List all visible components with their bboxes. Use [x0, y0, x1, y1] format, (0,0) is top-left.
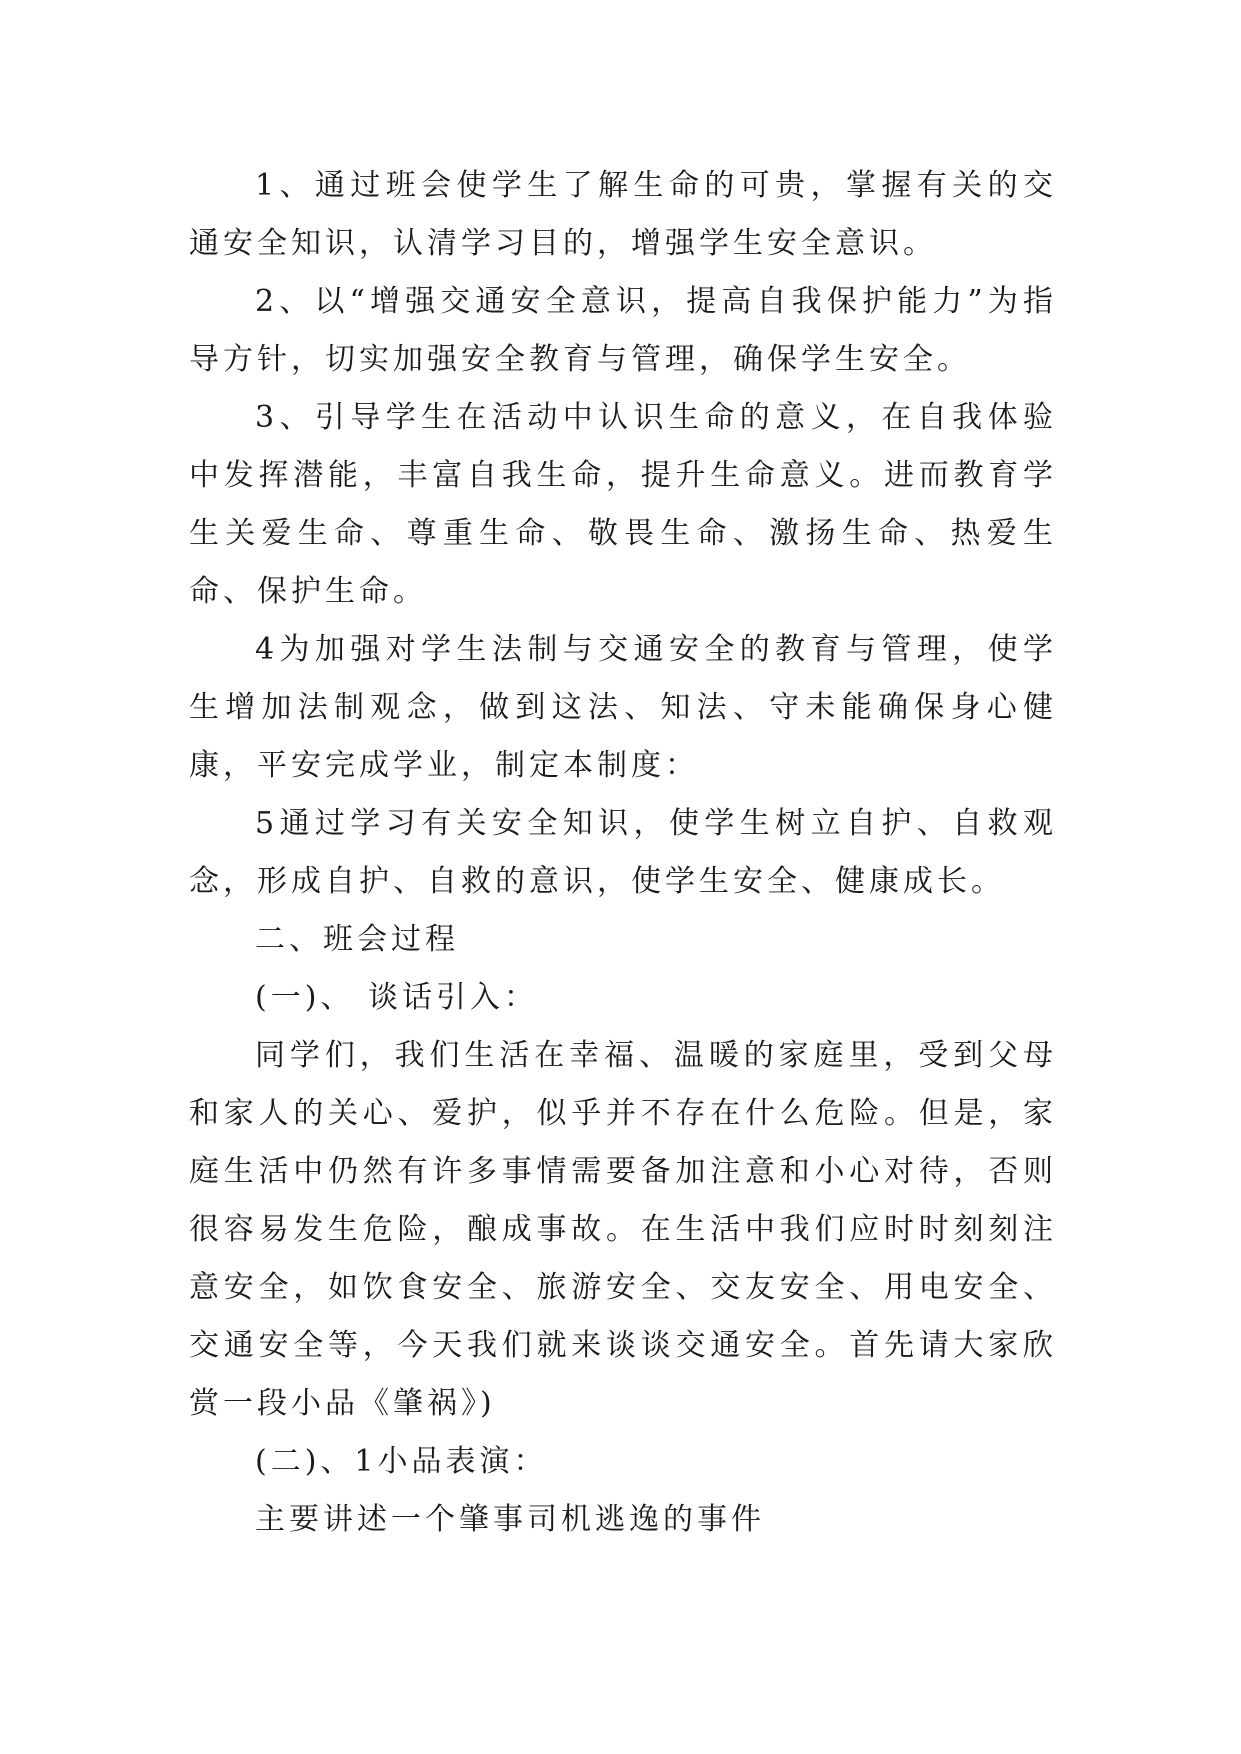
paragraph-goal-2: 2、以“增强交通安全意识，提高自我保护能力”为指导方针，切实加强安全教育与管理，确保学生安全。 — [189, 284, 1057, 377]
subsection-heading-skit: (二)、1小品表演： — [255, 1444, 548, 1479]
paragraph-intro-talk: 同学们，我们生活在幸福、温暖的家庭里，受到父母和家人的关心、爱护，似乎并不存在什么危险。但是，家庭生活中仍然有许多事情需要备加注意和小心对待，否则很容易发生危险，酿成事故。在生活中我们应时时刻刻注意安全，如饮食安全、旅游安全、交友安全、用电安全、交通安全等，今天我们就来谈谈交通安全。首先请大家欣赏一段小品《肇祸》) — [189, 1038, 1057, 1421]
document-body — [189, 157, 1057, 1549]
paragraph-goal-4: 4为加强对学生法制与交通安全的教育与管理，使学生增加法制观念，做到这法、知法、守未能确保身心健康，平安完成学业，制定本制度： — [189, 632, 1057, 783]
paragraph-goal-5: 5通过学习有关安全知识，使学生树立自护、自救观念，形成自护、自救的意识，使学生安全、健康成长。 — [189, 806, 1057, 899]
paragraph-goal-1: 1、通过班会使学生了解生命的可贵，掌握有关的交通安全知识，认清学习目的，增强学生安全意识。 — [189, 168, 1057, 261]
paragraph-goal-3: 3、引导学生在活动中认识生命的意义，在自我体验中发挥潜能，丰富自我生命，提升生命意义。进而教育学生关爱生命、尊重生命、敬畏生命、激扬生命、热爱生命、保护生命。 — [189, 400, 1057, 609]
subsection-heading-intro: (一)、 谈话引入： — [255, 980, 538, 1015]
paragraph-skit-summary: 主要讲述一个肇事司机逃逸的事件 — [255, 1502, 765, 1537]
section-heading-process: 二、班会过程 — [255, 922, 459, 957]
